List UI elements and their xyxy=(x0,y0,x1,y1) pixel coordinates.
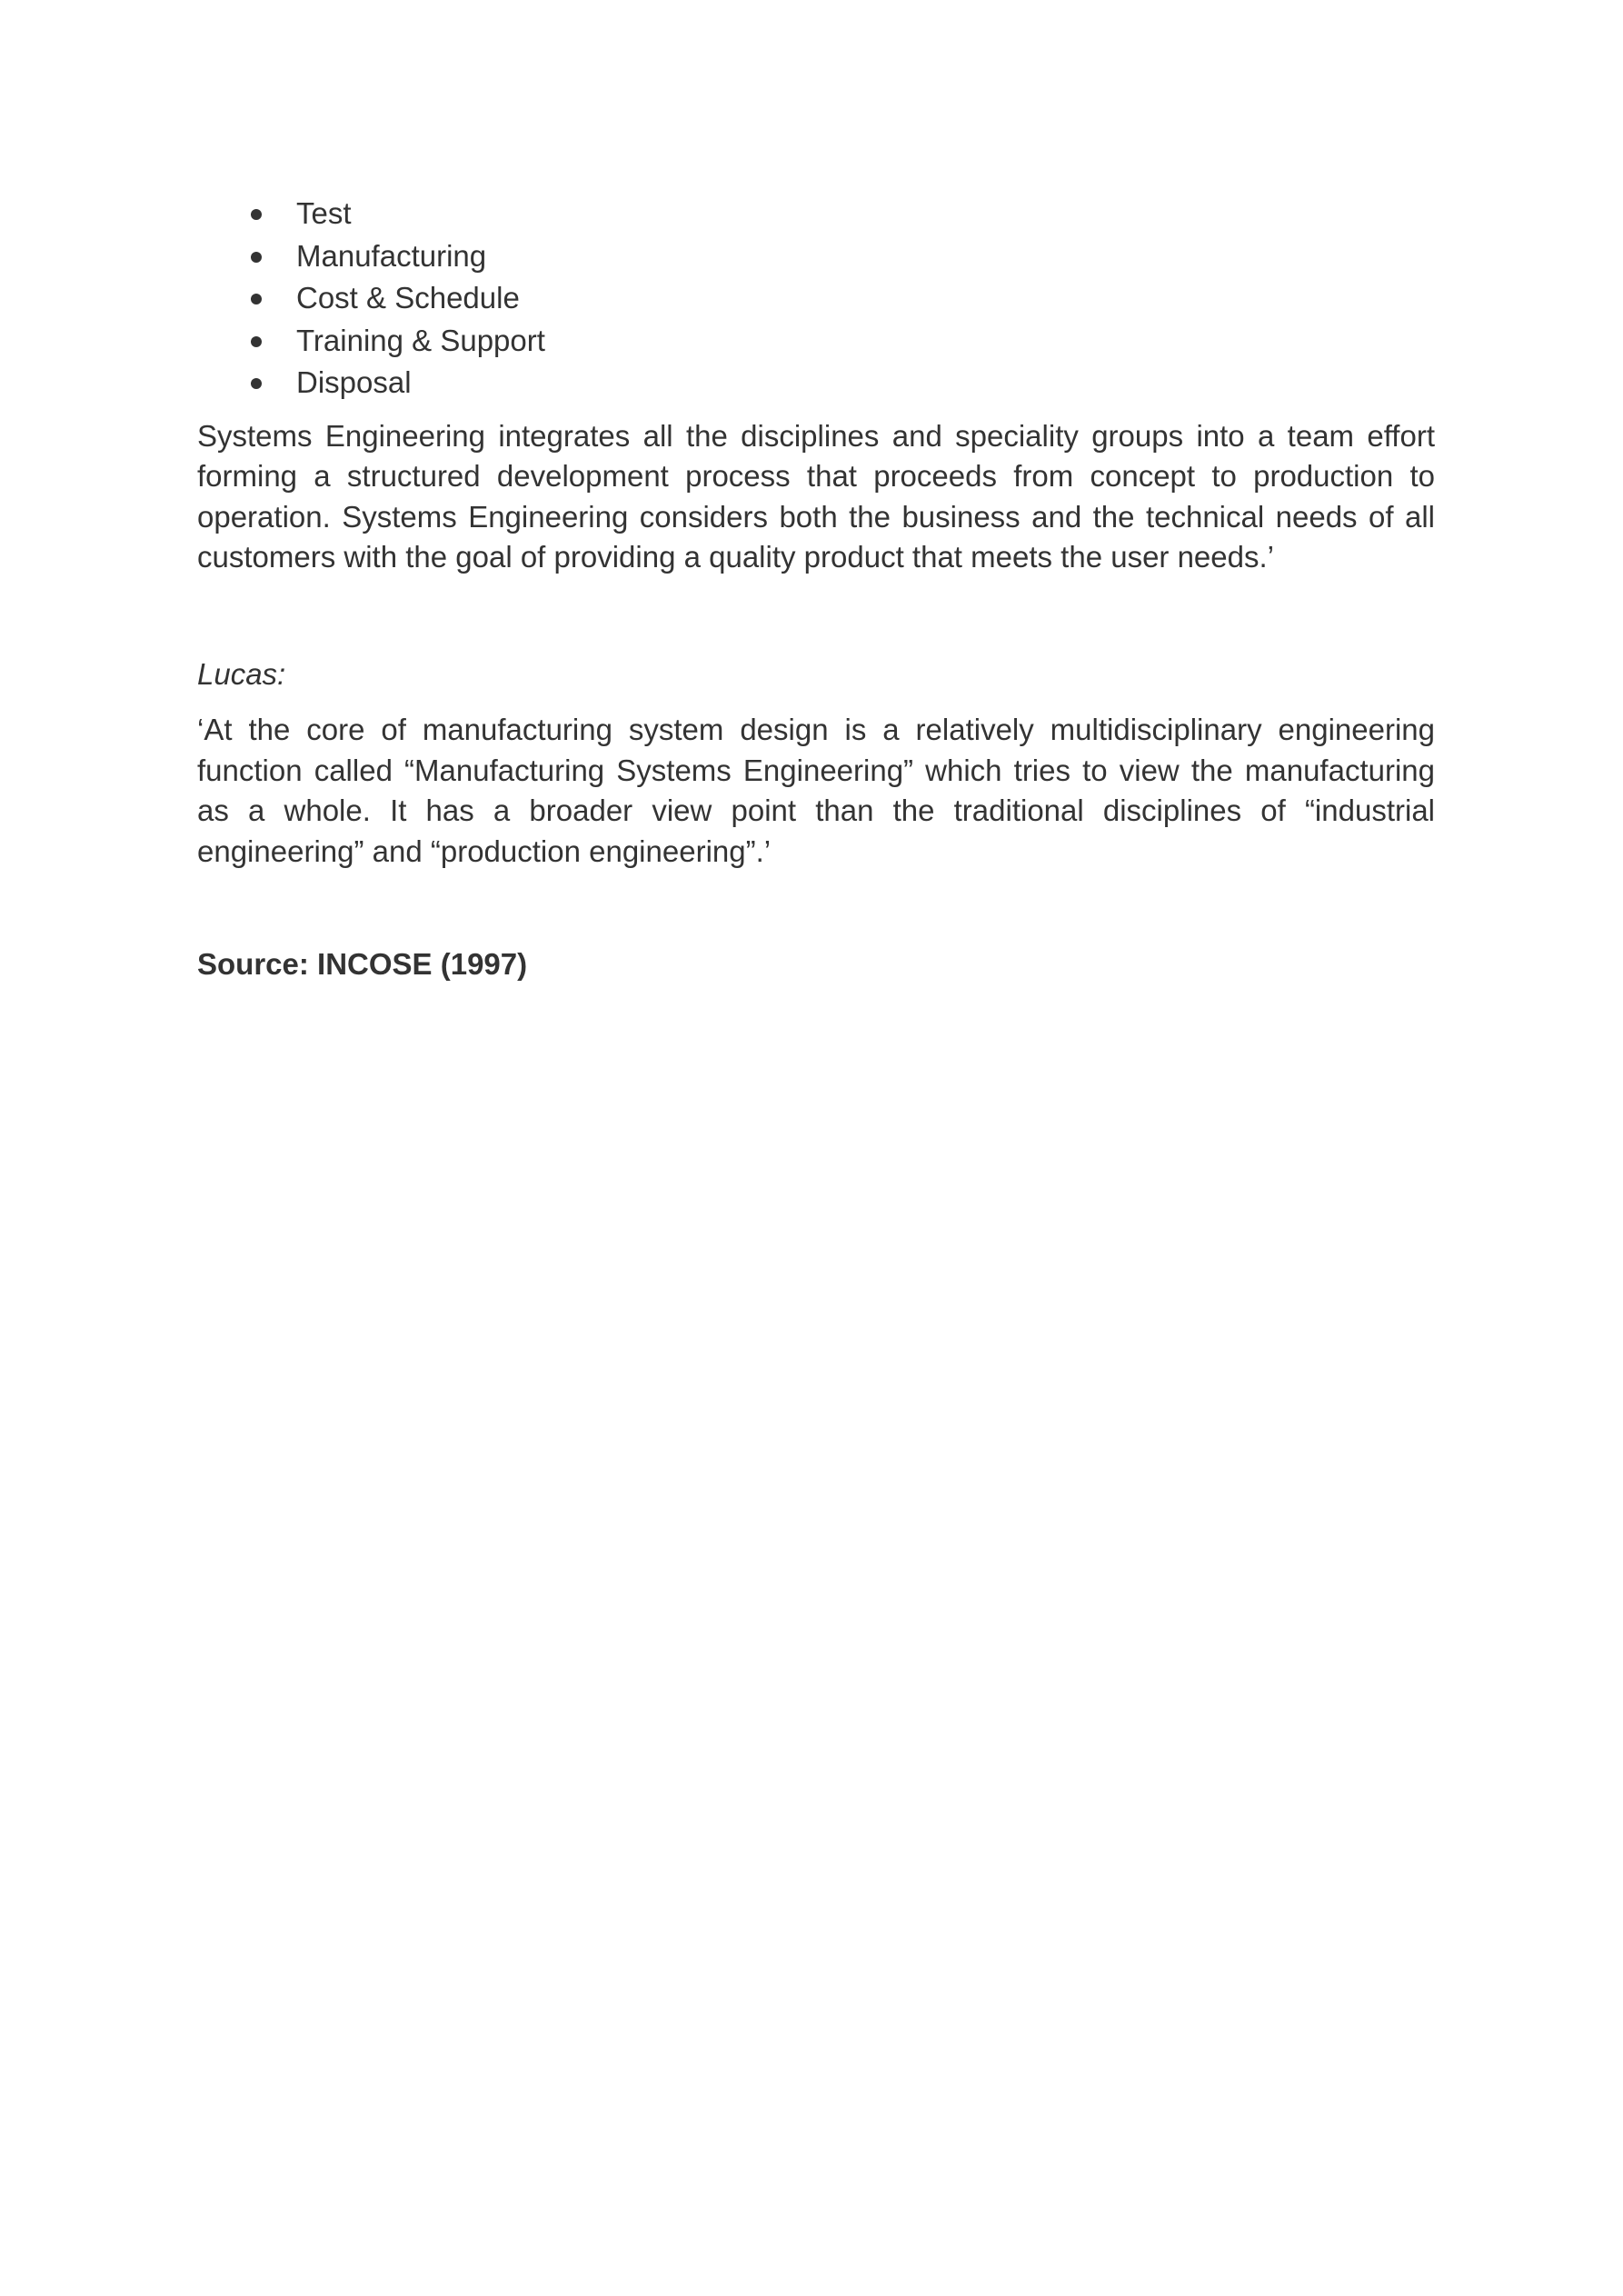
bullet-icon xyxy=(251,252,262,263)
list-item-text: Training & Support xyxy=(296,323,545,357)
source-citation: Source: INCOSE (1997) xyxy=(197,947,528,981)
list-item xyxy=(197,320,1435,363)
bullet-icon xyxy=(251,209,262,220)
list-item-text: Manufacturing xyxy=(296,238,487,273)
list-item xyxy=(197,193,1435,235)
list-item-text: Disposal xyxy=(296,365,412,399)
bullet-icon xyxy=(251,294,262,304)
bullet-list xyxy=(197,193,1435,404)
list-item-text: Cost & Schedule xyxy=(296,281,520,314)
list-item-text: Test xyxy=(296,196,352,230)
list-item xyxy=(197,235,1435,278)
systems-engineering-paragraph: Systems Engineering integrates all the disciplines and speciality groups into a team effort forming a structured development process that proceeds from concept to production to operation. Systems Engineering considers both the business and the technical needs of all customers with the goal of providing a quality product that meets the user needs.’ xyxy=(197,418,1435,574)
bullet-icon xyxy=(251,336,262,347)
lucas-quote-paragraph: ‘At the core of manufacturing system design is a relatively multidisciplinary engineering function called “Manufacturing Systems Engineering” which tries to view the manufacturing as a whole. It has a broader view point than the traditional disciplines of “industrial engineering” and “production engineering”.’ xyxy=(197,713,1435,868)
list-item xyxy=(197,362,1435,404)
list-item xyxy=(197,277,1435,320)
document-page xyxy=(197,193,1435,985)
speaker-label: Lucas: xyxy=(197,656,286,691)
bullet-icon xyxy=(251,378,262,389)
